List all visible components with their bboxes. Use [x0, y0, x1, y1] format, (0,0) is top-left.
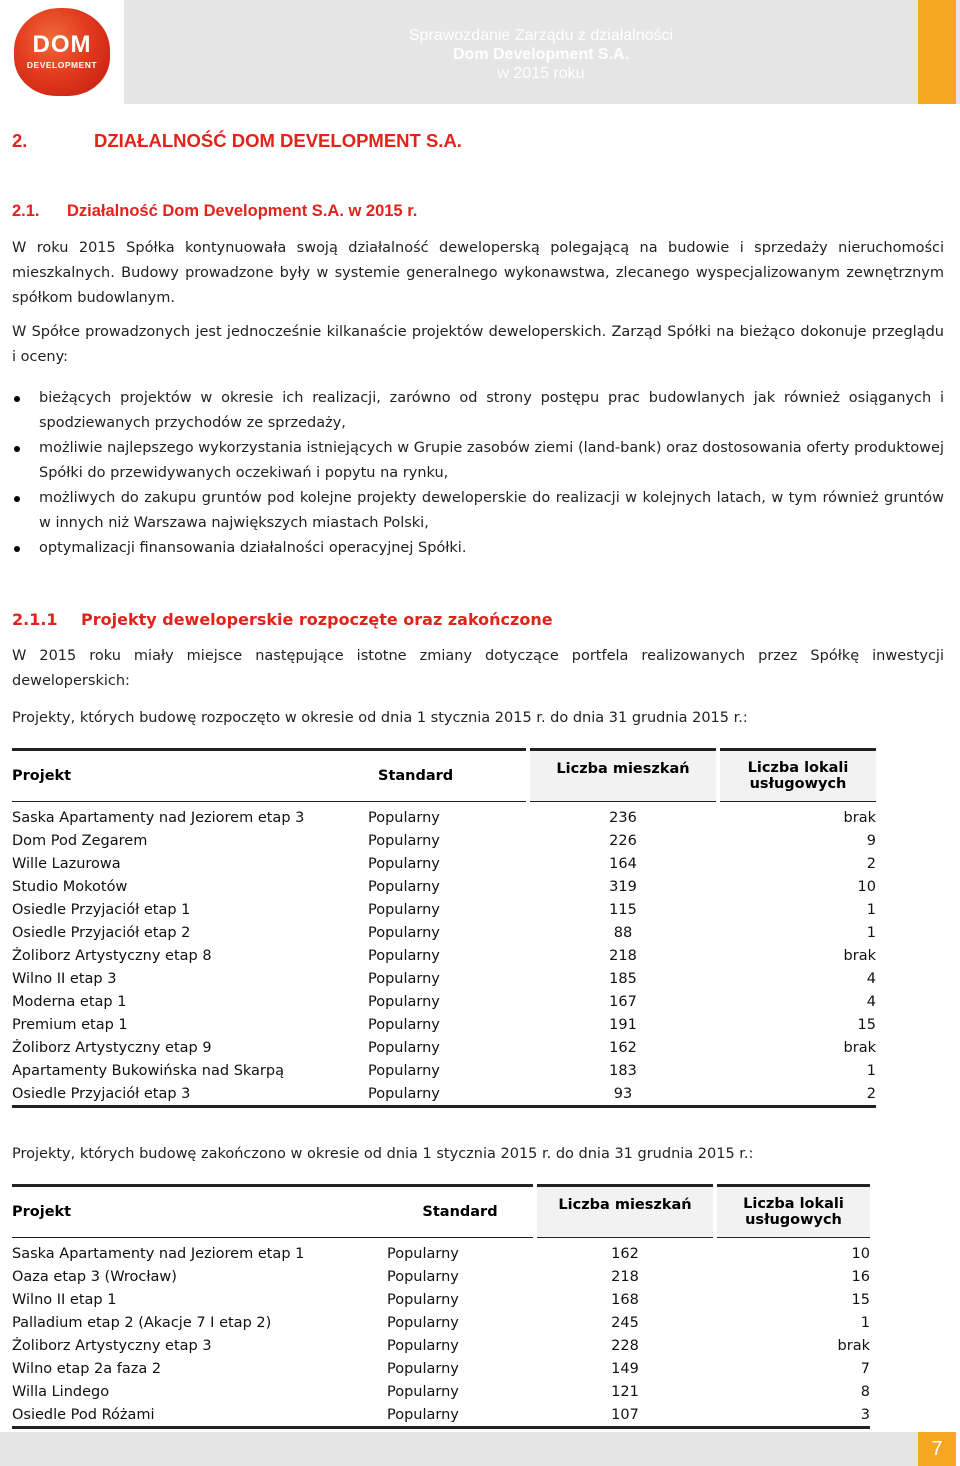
- col-header-standard: Standard: [368, 750, 528, 802]
- cell-project: Osiedle Przyjaciół etap 3: [12, 1082, 368, 1107]
- subsection-heading: [12, 202, 417, 221]
- cell-project: Apartamenty Bukowińska nad Skarpą: [12, 1062, 284, 1079]
- subsection-title: Działalność Dom Development S.A. w 2015 r.: [67, 202, 418, 220]
- cell-service-units: 2: [866, 855, 876, 872]
- cell-apartments: 228: [611, 1337, 639, 1354]
- table-row: [12, 1311, 870, 1334]
- cell-standard: Popularny: [368, 832, 440, 849]
- subsubsection-number: 2.1.1: [12, 610, 58, 629]
- cell-project: Wilno etap 2a faza 2: [12, 1360, 162, 1377]
- table-row: [12, 1013, 876, 1036]
- report-title-line3: w 2015 roku: [497, 65, 585, 82]
- table-row: [12, 1288, 870, 1311]
- logo-main-text: DOM: [32, 31, 92, 58]
- table-row: [12, 1403, 870, 1428]
- started-table-body: [12, 802, 876, 1107]
- cell-service-units: 2: [718, 1082, 876, 1107]
- cell-apartments: 121: [611, 1383, 639, 1400]
- cell-service-units: 10: [851, 1245, 870, 1262]
- cell-project: Wille Lazurowa: [12, 855, 121, 872]
- cell-project: Wilno II etap 1: [12, 1291, 117, 1308]
- table-row: [12, 921, 876, 944]
- cell-standard: Popularny: [368, 809, 440, 826]
- cell-service-units: 3: [715, 1403, 870, 1428]
- finished-projects-table: [12, 1184, 870, 1429]
- cell-standard: Popularny: [387, 1245, 459, 1262]
- cell-apartments: 162: [611, 1245, 639, 1262]
- cell-apartments: 88: [613, 924, 633, 941]
- report-title-line2: Dom Development S.A.: [452, 46, 630, 63]
- cell-project: Moderna etap 1: [12, 993, 127, 1010]
- started-projects-caption: Projekty, których budowę rozpoczęto w okresie od dnia 1 stycznia 2015 r. do dnia 31 grudnia 2015 r.:: [12, 710, 748, 726]
- cell-apartments: 167: [609, 993, 637, 1010]
- cell-project: Osiedle Pod Różami: [12, 1403, 387, 1428]
- footer-bar: [0, 1432, 918, 1466]
- cell-service-units: 7: [860, 1360, 870, 1377]
- cell-service-units: 1: [866, 901, 876, 918]
- cell-service-units: brak: [843, 1039, 876, 1056]
- section-title: DZIAŁALNOŚĆ DOM DEVELOPMENT S.A.: [94, 130, 462, 151]
- review-bullet-list: [12, 386, 944, 561]
- cell-service-units: 4: [866, 970, 876, 987]
- cell-apartments: 185: [609, 970, 637, 987]
- table-row: [12, 990, 876, 1013]
- cell-standard: Popularny: [368, 1039, 440, 1056]
- table-row: [12, 802, 876, 830]
- col-header-service-units: Liczba lokali usługowych: [715, 1186, 870, 1238]
- bullet-item: możliwie najlepszego wykorzystania istniejących w Grupie zasobów ziemi (land-bank) oraz dostosowania oferty produktowej Spółki do przewidywanych oczekiwań i popytu na rynku,: [12, 436, 944, 486]
- bullet-item: bieżących projektów w okresie ich realizacji, zarówno od strony postępu prac budowlanych jak również osiąganych i spodziewanych przychodów ze sprzedaży,: [12, 386, 944, 436]
- logo-badge: [14, 8, 110, 96]
- cell-service-units: 15: [851, 1291, 870, 1308]
- cell-apartments: 149: [611, 1360, 639, 1377]
- cell-project: Wilno II etap 3: [12, 970, 117, 987]
- table-row: [12, 1265, 870, 1288]
- cell-project: Żoliborz Artystyczny etap 9: [12, 1039, 212, 1056]
- cell-standard: Popularny: [368, 1016, 440, 1033]
- cell-service-units: 1: [860, 1314, 870, 1331]
- cell-apartments: 162: [609, 1039, 637, 1056]
- cell-standard: Popularny: [387, 1291, 459, 1308]
- cell-project: Żoliborz Artystyczny etap 8: [12, 947, 212, 964]
- cell-apartments: 191: [609, 1016, 637, 1033]
- paragraph-review: W Spółce prowadzonych jest jednocześnie kilkanaście projektów deweloperskich. Zarząd Spółki na bieżąco dokonuje przeglądu i oceny:: [12, 324, 944, 365]
- header-accent-tab: [918, 0, 956, 104]
- cell-service-units: 1: [866, 924, 876, 941]
- subsubsection-title: Projekty deweloperskie rozpoczęte oraz zakończone: [81, 610, 553, 629]
- cell-service-units: brak: [837, 1337, 870, 1354]
- cell-service-units: 16: [851, 1268, 870, 1285]
- paragraph-intro: W roku 2015 Spółka kontynuowała swoją działalność deweloperską polegającą na budowie i sprzedaży nieruchomości mieszkalnych. Budowy prowadzone były w systemie generalnego wykonawstwa, zlecanego wyspecjalizowanym zewnętrznym spółkom budowlanym.: [12, 240, 944, 306]
- table-row: [12, 829, 876, 852]
- cell-project: Saska Apartamenty nad Jeziorem etap 3: [12, 809, 305, 826]
- cell-service-units: brak: [843, 947, 876, 964]
- bullet-dot-icon: [14, 496, 20, 502]
- paragraph-changes: W 2015 roku miały miejsce następujące istotne zmiany dotyczące portfela realizowanych przez Spółkę inwestycji deweloperskich:: [12, 648, 944, 689]
- started-projects-table: [12, 748, 876, 1108]
- cell-standard: Popularny: [387, 1383, 459, 1400]
- cell-standard: Popularny: [368, 855, 440, 872]
- cell-service-units: 15: [857, 1016, 876, 1033]
- table-row: [12, 1238, 870, 1266]
- table-row: [12, 944, 876, 967]
- cell-project: Dom Pod Zegarem: [12, 832, 148, 849]
- subsection-number: 2.1.: [12, 202, 40, 220]
- cell-service-units: 1: [866, 1062, 876, 1079]
- cell-service-units: 9: [866, 832, 876, 849]
- cell-apartments: 164: [609, 855, 637, 872]
- bullet-dot-icon: [14, 446, 20, 452]
- table-row: [12, 1380, 870, 1403]
- cell-project: Premium etap 1: [12, 1016, 128, 1033]
- cell-apartments: 226: [609, 832, 637, 849]
- cell-project: Willa Lindego: [12, 1383, 110, 1400]
- cell-project: Studio Mokotów: [12, 878, 128, 895]
- section-number: 2.: [12, 130, 28, 151]
- cell-project: Oaza etap 3 (Wrocław): [12, 1268, 177, 1285]
- col-header-apartments: Liczba mieszkań: [535, 1186, 715, 1238]
- logo-sub-text: DEVELOPMENT: [26, 60, 98, 70]
- company-logo: [0, 0, 124, 104]
- col-header-standard: Standard: [387, 1186, 535, 1238]
- cell-apartments: 107: [535, 1403, 715, 1428]
- cell-apartments: 218: [609, 947, 637, 964]
- cell-standard: Popularny: [368, 924, 440, 941]
- cell-apartments: 236: [609, 809, 637, 826]
- table-row: [12, 852, 876, 875]
- cell-apartments: 319: [609, 878, 637, 895]
- cell-project: Osiedle Przyjaciół etap 1: [12, 901, 191, 918]
- table-row: [12, 1036, 876, 1059]
- cell-service-units: 8: [860, 1383, 870, 1400]
- page-number: 7: [918, 1432, 956, 1466]
- section-heading: [12, 130, 462, 152]
- cell-standard: Popularny: [387, 1360, 459, 1377]
- bullet-item: możliwych do zakupu gruntów pod kolejne projekty deweloperskie do realizacji w kolejnych latach, w tym również gruntów w innych niż Warszawa największych miastach Polski,: [12, 486, 944, 536]
- cell-standard: Popularny: [387, 1314, 459, 1331]
- report-title: [376, 26, 706, 83]
- table-row: [12, 1082, 876, 1107]
- table-row: [12, 898, 876, 921]
- cell-apartments: 245: [611, 1314, 639, 1331]
- table-row: [12, 1059, 876, 1082]
- cell-service-units: 10: [857, 878, 876, 895]
- cell-apartments: 218: [611, 1268, 639, 1285]
- report-title-line1: Sprawozdanie Zarządu z działalności: [408, 27, 674, 44]
- table-row: [12, 1334, 870, 1357]
- table-row: [12, 875, 876, 898]
- cell-apartments: 115: [609, 901, 637, 918]
- bullet-dot-icon: [14, 546, 20, 552]
- cell-apartments: 183: [609, 1062, 637, 1079]
- table-row: [12, 967, 876, 990]
- cell-standard: Popularny: [387, 1268, 459, 1285]
- cell-standard: Popularny: [368, 970, 440, 987]
- finished-table-body: [12, 1238, 870, 1428]
- cell-project: Żoliborz Artystyczny etap 3: [12, 1337, 212, 1354]
- cell-project: Osiedle Przyjaciół etap 2: [12, 924, 191, 941]
- col-header-project: Projekt: [12, 1186, 387, 1238]
- cell-standard: Popularny: [368, 1062, 440, 1079]
- cell-standard: Popularny: [368, 1082, 528, 1107]
- cell-standard: Popularny: [387, 1337, 459, 1354]
- cell-service-units: 4: [866, 993, 876, 1010]
- cell-service-units: brak: [843, 809, 876, 826]
- cell-standard: Popularny: [387, 1403, 535, 1428]
- cell-apartments: 93: [528, 1082, 718, 1107]
- bullet-dot-icon: [14, 396, 20, 402]
- cell-standard: Popularny: [368, 901, 440, 918]
- table-row: [12, 1357, 870, 1380]
- cell-standard: Popularny: [368, 878, 440, 895]
- cell-standard: Popularny: [368, 993, 440, 1010]
- col-header-apartments: Liczba mieszkań: [528, 750, 718, 802]
- cell-apartments: 168: [611, 1291, 639, 1308]
- cell-project: Palladium etap 2 (Akacje 7 I etap 2): [12, 1314, 272, 1331]
- finished-projects-caption: Projekty, których budowę zakończono w okresie od dnia 1 stycznia 2015 r. do dnia 31 grudnia 2015 r.:: [12, 1146, 754, 1162]
- cell-project: Saska Apartamenty nad Jeziorem etap 1: [12, 1245, 305, 1262]
- col-header-service-units: Liczba lokali usługowych: [718, 750, 876, 802]
- cell-standard: Popularny: [368, 947, 440, 964]
- bullet-item: optymalizacji finansowania działalności operacyjnej Spółki.: [12, 536, 944, 561]
- subsubsection-heading: [12, 610, 553, 629]
- col-header-project: Projekt: [12, 750, 368, 802]
